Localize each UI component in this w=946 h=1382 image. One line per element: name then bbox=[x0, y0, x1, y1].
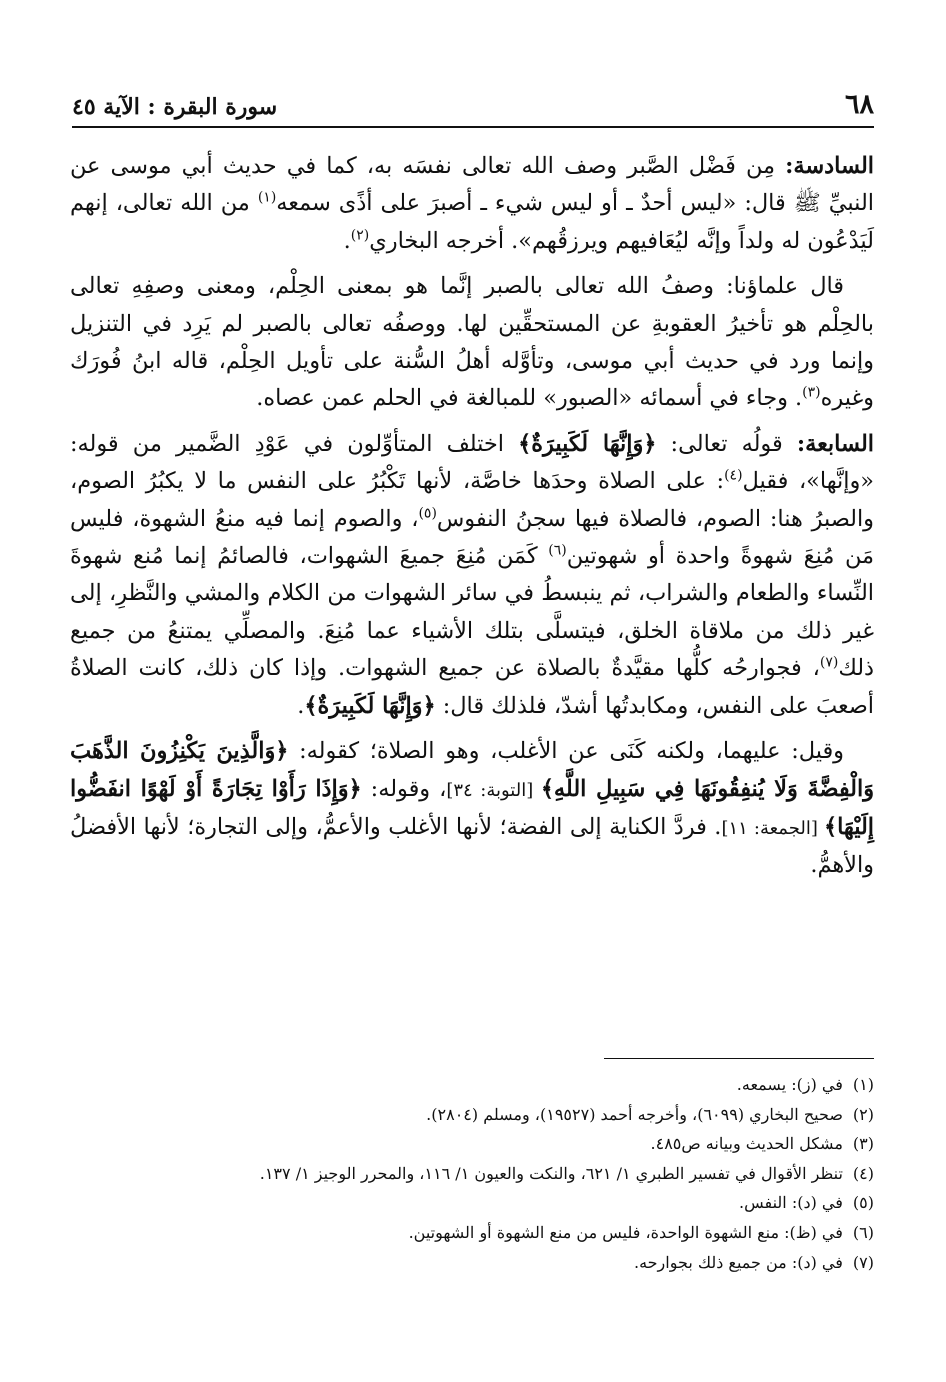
footnote-marker: (٢) bbox=[350, 227, 370, 244]
footnote-text: تنظر الأقوال في تفسير الطبري ١/ ٦٢١، والنكت والعيون ١/ ١١٦، والمحرر الوجيز ١/ ١٣٧. bbox=[259, 1163, 843, 1183]
verse-reference: [التوبة: ٣٤] bbox=[446, 779, 541, 801]
footnote-marker: (١) bbox=[257, 189, 277, 206]
paragraph-sixth bbox=[70, 148, 874, 260]
footnote-text: في (د): من جميع ذلك بجوارحه. bbox=[634, 1252, 843, 1272]
text-run: اختلف المتأوِّلون في عَوْدِ الضَّمير من قوله: «وإنَّها»، فقيل bbox=[70, 430, 874, 495]
footnote bbox=[70, 1070, 874, 1100]
section-heading: السابعة: bbox=[796, 430, 874, 457]
text-run: . bbox=[343, 227, 351, 254]
footnote-text: في (ز): يسمعه. bbox=[736, 1075, 843, 1094]
text-run: كَمَن مُنِعَ جميعَ الشهوات، فالصائمُ إنما مُنع شهوةَ النِّساء والطعام والشراب، ثم ينبسطُ في سائر الشهوات من الكلام والمشي والنَّظرِ، إلى غير ذلك من ملاقاة الخلق، فيتسلَّى بتلك الأشياء عما مُنِعَ. والمصلِّي يمتنعُ من جميع ذلك bbox=[70, 543, 874, 682]
footnote-number: (٤) bbox=[852, 1163, 874, 1183]
footnote-number: (٧) bbox=[852, 1252, 874, 1272]
footnote-number: (٥) bbox=[852, 1193, 874, 1213]
footnote bbox=[70, 1129, 874, 1159]
footnote-number: (٢) bbox=[852, 1104, 874, 1124]
paragraph-seventh bbox=[70, 426, 874, 725]
text-run: . bbox=[297, 692, 305, 719]
main-text bbox=[70, 148, 874, 893]
footnote bbox=[70, 1100, 874, 1130]
footnote-marker: (٧) bbox=[819, 654, 839, 671]
verse-reference: [الجمعة: ١١] bbox=[721, 817, 824, 839]
page-number: ٦٨ bbox=[844, 89, 874, 120]
text-run: مِن فَضْل الصَّبر وصف الله تعالى نفسَه به، كما في حديث أبي موسى عن النبيِّ ﷺ قال: «ليس أحدٌ ـ أو ليس شيء ـ أصبرَ على أذًى سمعه bbox=[70, 153, 874, 217]
page-header bbox=[72, 88, 874, 128]
footnote-marker: (٤) bbox=[724, 467, 743, 484]
footnote-text: مشكل الحديث وبيانه ص٤٨٥. bbox=[650, 1134, 843, 1154]
text-run: ، فجوارحُه كلُّها مقيَّدةٌ بالصلاة عن جميع الشهوات. وإذا كان ذلك، كانت الصلاةُ أصعبَ على النفس، ومكابدتُها أشدّ، فلذلك قال: bbox=[70, 655, 874, 719]
footnote bbox=[70, 1159, 874, 1189]
footnote bbox=[70, 1218, 874, 1248]
footnote-text: في (د): النفس. bbox=[739, 1193, 843, 1213]
quran-quote: ﴿وَإِنَّهَا لَكَبِيرَةٌ﴾ bbox=[518, 430, 657, 457]
footnote-marker: (٥) bbox=[418, 505, 437, 522]
quran-quote: ﴿وَإِنَّهَا لَكَبِيرَةٌ﴾ bbox=[304, 692, 436, 719]
text-run: : على الصلاة وحدَها خاصَّة، لأنها تَكْبُرُ على النفس ما لا يكبُرُ الصوم، والصبرُ هنا: الصوم، فالصلاة فيها سجنُ النفوس bbox=[70, 468, 874, 532]
text-run: وقيل: عليهما، ولكنه كَنَى عن الأغلب، وهو الصلاة؛ كقوله: bbox=[288, 738, 844, 765]
footnote-number: (١) bbox=[852, 1075, 874, 1094]
footnote bbox=[70, 1248, 874, 1278]
text-run: قولُه تعالى: bbox=[656, 430, 797, 457]
footnote-divider bbox=[604, 1058, 874, 1059]
footnote-marker: (٣) bbox=[802, 384, 821, 401]
text-run: . وجاء في أسمائه «الصبور» للمبالغة في الحلم عمن عصاه. bbox=[256, 385, 803, 412]
quran-quote: ﴿وَإِذَا رَأَوْا تِجَارَةً أَوْ لَهْوًا انفَضُّوا إِلَيْهَا﴾ bbox=[70, 775, 875, 840]
text-run: قال علماؤنا: وصفُ الله تعالى بالصبر إنَّما هو بمعنى الحِلْم، ومعنى وصفِهِ تعالى بالحِلْم هو تأخيرُ العقوبةِ عن المستحقِّين لها. ووصفُه تعالى بالصبر لم يَرِد في التنزيل وإنما ورد في حديث أبي موسى، وتأوَّله أهلُ السُّنة على تأويل الحِلْم، قاله ابنُ فُورَك وغيره bbox=[70, 273, 874, 412]
footnote bbox=[70, 1188, 874, 1218]
paragraph-other-opinion bbox=[70, 733, 874, 885]
quran-quote: ﴿وَالَّذِينَ يَكْنِزُونَ الذَّهَبَ وَالْفِضَّةَ وَلَا يُنفِقُونَهَا فِي سَبِيلِ اللَّهِ﴾ bbox=[70, 738, 875, 802]
text-run: ، والصوم إنما فيه منعُ الشهوة، فليس مَن مُنِعَ شهوةً واحدة أو شهوتين bbox=[70, 505, 874, 570]
footnote-text: صحيح البخاري (٦٠٩٩)، وأخرجه أحمد (١٩٥٢٧)، ومسلم (٢٨٠٤). bbox=[426, 1104, 843, 1124]
footnote-text: في (ظ): منع الشهوة الواحدة، فليس من منع الشهوة أو الشهوتين. bbox=[408, 1222, 843, 1242]
footnotes bbox=[70, 1070, 874, 1277]
footnote-number: (٣) bbox=[852, 1134, 874, 1154]
text-run: ، وقوله: bbox=[361, 775, 447, 802]
text-run: من الله تعالى، إنهم لَيَدْعُون له ولداً وإنَّه ليُعَافيهم ويرزقُهم». أخرجه البخاري bbox=[70, 190, 874, 254]
paragraph-scholars bbox=[70, 268, 874, 418]
running-title: سورة البقرة : الآية ٤٥ bbox=[72, 94, 278, 120]
footnote-number: (٦) bbox=[852, 1222, 874, 1242]
text-run: . فردَّ الكناية إلى الفضة؛ لأنها الأغلب والأعمُّ، وإلى التجارة؛ لأنها الأفضلُ والأهمُّ. bbox=[70, 813, 874, 879]
section-heading: السادسة: bbox=[785, 153, 874, 179]
footnote-marker: (٦) bbox=[548, 542, 567, 559]
